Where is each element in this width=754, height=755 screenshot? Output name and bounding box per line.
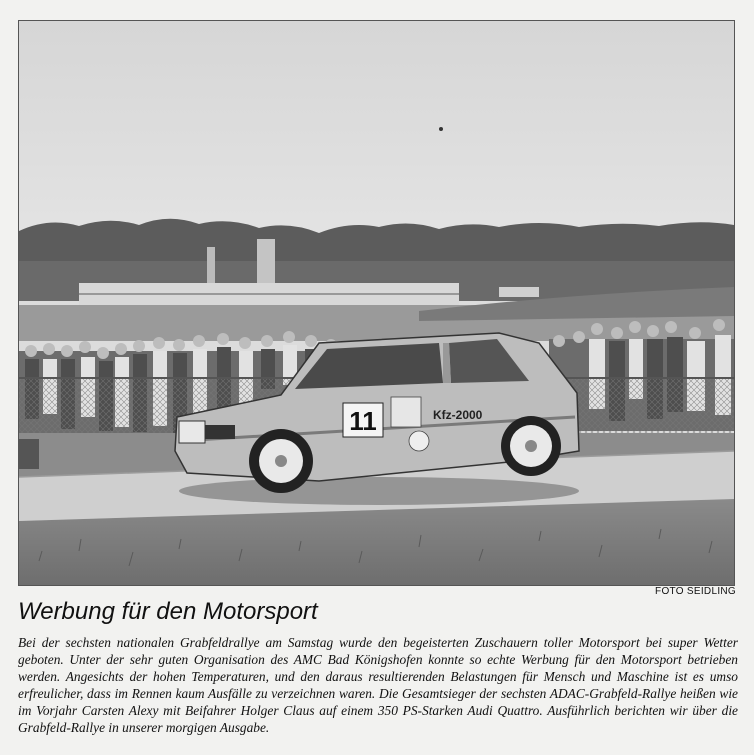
rally-photo — [18, 20, 735, 586]
silo — [207, 247, 215, 287]
sky — [19, 21, 734, 256]
rally-photo-illustration — [19, 21, 734, 585]
car-headlight — [179, 421, 205, 443]
bird — [439, 127, 443, 131]
article-body: Bei der sechsten nationalen Grabfeldrallye am Samstag wurde den begeisterten Zuschauern toller Motorsport bei super Wetter geboten. Unter der sehr guten Organisation des AMC Bad Königshofen konnte so echte Werbung für den Motorsport betrieben werden. Angesichts der hohen Temperaturen, und den daraus resultierenden Belastungen für Mensch und Maschine ist es umso erfreulicher, dass im Rennen kaum Ausfälle zu verzeichnen waren. Die Gesamtsieger der sechsten ADAC-Grabfeld-Rallye heißen wie im Vorjahr Carsten Alexy mit Beifahrer Holger Claus auf einem 350 PS-Starken Audi Quattro. Ausführlich berichten wir über die Grabfeld-Rallye in unserer morgigen Ausgabe. — [18, 635, 738, 735]
car-sponsor-sticker — [391, 397, 421, 427]
tower — [257, 239, 275, 287]
car-grille — [205, 425, 235, 439]
car-sponsor-text: Kfz-2000 — [433, 408, 483, 422]
car-number: 11 — [349, 406, 377, 436]
article-headline: Werbung für den Motorsport — [18, 598, 318, 625]
photo-credit: FOTO SEIDLING — [655, 586, 736, 597]
